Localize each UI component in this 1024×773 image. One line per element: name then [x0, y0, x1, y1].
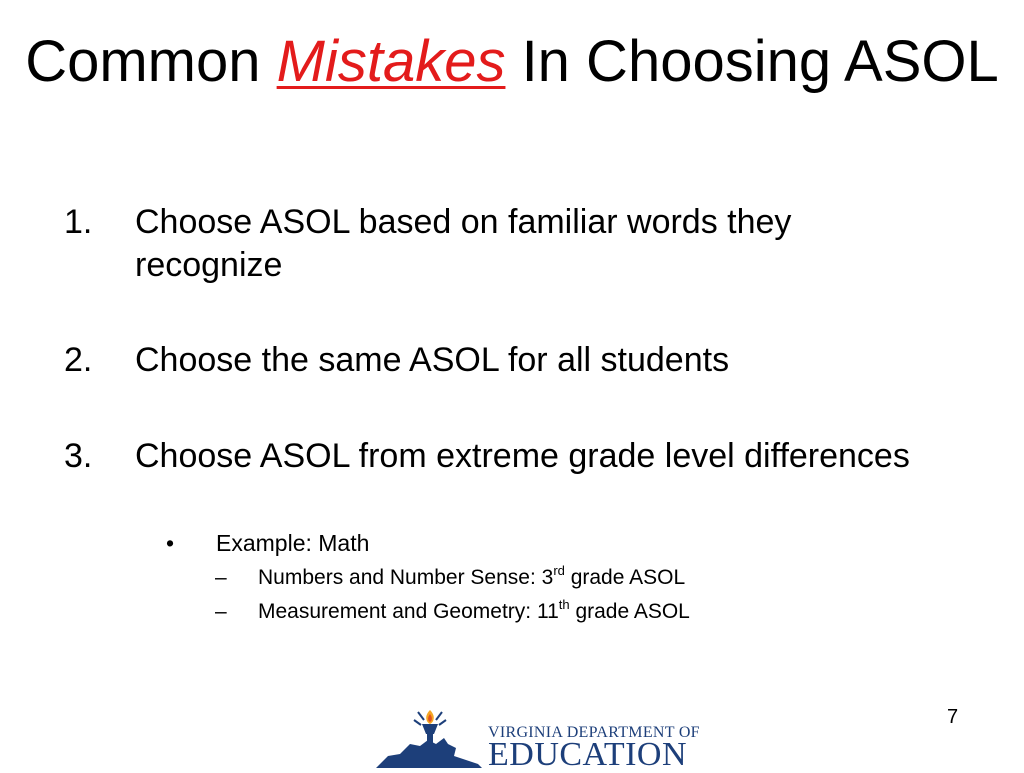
bullet-text: Example: Math [216, 530, 370, 556]
sub-item-text: Measurement and Geometry: 11th grade ASOL [258, 597, 690, 623]
vdoe-logo [374, 704, 700, 773]
dash-mark: – [215, 600, 227, 623]
title-emphasis: Mistakes [276, 29, 506, 94]
list-item-number: 2. [64, 341, 93, 379]
list-item-number: 3. [64, 437, 93, 475]
list-item-text: Choose the same ASOL for all students [135, 341, 730, 379]
list-item-text: Choose ASOL from extreme grade level differences [135, 437, 910, 475]
page-number: 7 [947, 706, 959, 728]
list-item-number: 1. [64, 203, 93, 241]
sub-item-text: Numbers and Number Sense: 3rd grade ASOL [258, 563, 686, 589]
bullet-mark: • [166, 530, 175, 556]
logo-line-1: VIRGINIA DEPARTMENT OF [488, 724, 700, 741]
virginia-torch-logo-icon [374, 704, 486, 768]
title-part-2: In Choosing ASOL [505, 29, 999, 94]
logo-line-2: EDUCATION [488, 736, 688, 773]
dash-mark: – [215, 566, 227, 589]
title-part-1: Common [25, 29, 277, 94]
list-item-text: Choose ASOL based on familiar words they recognize [135, 203, 792, 284]
